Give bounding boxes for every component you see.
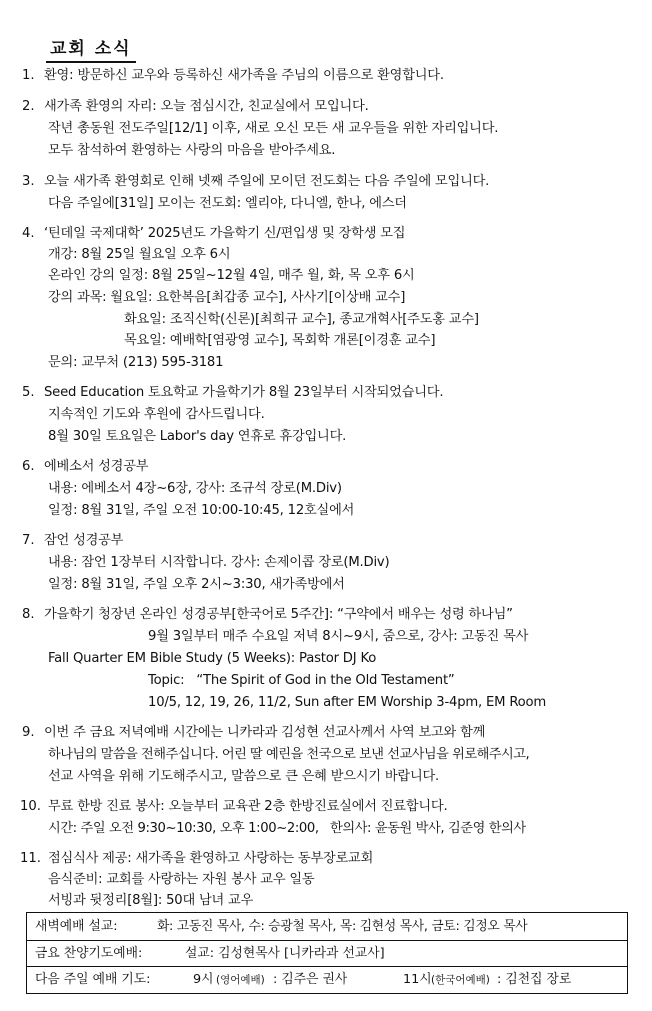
notice-line: 화요일: 조직신학(신론)[최희규 교수], 종교개혁사[주도홍 교수] [124, 312, 479, 327]
prayer-row [27, 966, 627, 993]
notice-line: 선교 사역을 위해 기도해주시고, 말씀으로 큰 은혜 받으시기 바랍니다. [48, 769, 440, 784]
notice-line: 온라인 강의 일정: 8월 25일~12월 4일, 매주 월, 화, 목 오후 6시 [48, 268, 415, 283]
notice-number: 4. [22, 226, 35, 241]
notice-line: Topic: “The Spirit of God in the Old Testament” [148, 673, 455, 688]
notice-line: 지속적인 기도와 후원에 감사드립니다. [48, 407, 265, 422]
notice-line: 일정: 8월 31일, 주일 오전 10:00-10:45, 12호실에서 [48, 503, 355, 518]
prayer-9-name: : 김주은 권사 [273, 972, 348, 987]
dawn-service-value: 화: 고동진 목사, 수: 승광철 목사, 목: 김현성 목사, 금토: 김정오 목사 [157, 919, 528, 934]
notice-line: 점심식사 제공: 새가족을 환영하고 사랑하는 동부장로교회 [48, 851, 374, 866]
notice-line: Seed Education 토요학교 가을학기가 8월 23일부터 시작되었습니다. [44, 385, 444, 400]
notice-line: Fall Quarter EM Bible Study (5 Weeks): Pastor DJ Ko [48, 651, 377, 666]
notice-number: 10. [20, 799, 41, 814]
notice-number: 5. [22, 385, 35, 400]
prayer-9-time: 9시 [193, 972, 214, 987]
prayer-11-name: : 김천집 장로 [497, 972, 572, 987]
friday-service-value: 설교: 김성현목사 [니카라과 선교사] [185, 946, 385, 961]
page-title: 교회 소식 [46, 38, 136, 63]
prayer-11-time: 11시 [403, 972, 432, 987]
notice-line: 개강: 8월 25일 월요일 오후 6시 [48, 247, 231, 262]
notice-line: 시간: 주일 오전 9:30~10:30, 오후 1:00~2:00, 한의사: 윤동원 박사, 김준영 한의사 [48, 821, 526, 836]
service-info-box [26, 912, 628, 994]
notice-number: 2. [22, 99, 35, 114]
notice-line: 음식준비: 교회를 사랑하는 자원 봉사 교우 일동 [48, 872, 315, 887]
notice-line: 목요일: 예배학[염광영 교수], 목회학 개론[이경훈 교수] [124, 333, 436, 348]
friday-service-label: 금요 찬양기도예배: [35, 946, 143, 961]
notice-number: 11. [20, 851, 41, 866]
notice-line: 이번 주 금요 저녁예배 시간에는 니카라과 김성현 선교사께서 사역 보고와 함께 [44, 725, 486, 740]
prayer-label: 다음 주일 예배 기도: [35, 972, 151, 987]
notice-line: 내용: 에베소서 4장~6장, 강사: 조규석 장로(M.Div) [48, 481, 342, 496]
prayer-9-service: (영어예배) [216, 974, 265, 986]
notice-line: 모두 참석하여 환영하는 사랑의 마음을 받아주세요. [48, 143, 336, 158]
notice-line: 강의 과목: 월요일: 요한복음[최갑종 교수], 사사기[이상배 교수] [48, 290, 406, 305]
notice-line: 8월 30일 토요일은 Labor's day 연휴로 휴강입니다. [48, 429, 347, 444]
notice-line: 가을학기 청장년 온라인 성경공부[한국어로 5주간]: “구약에서 배우는 성령 하나님” [44, 607, 513, 622]
notice-line: 다음 주일에[31일] 모이는 전도회: 엘리야, 다니엘, 한나, 에스더 [48, 196, 407, 211]
notice-line: 오늘 새가족 환영회로 인해 넷째 주일에 모이던 전도회는 다음 주일에 모입니다. [44, 174, 490, 189]
notice-line: 새가족 환영의 자리: 오늘 점심시간, 친교실에서 모입니다. [44, 99, 369, 114]
notice-number: 6. [22, 459, 35, 474]
notice-line: 무료 한방 진료 봉사: 오늘부터 교육관 2층 한방진료실에서 진료합니다. [48, 799, 448, 814]
notice-line: 내용: 잠언 1장부터 시작합니다. 강사: 손제이콥 장로(M.Div) [48, 555, 390, 570]
notice-number: 8. [22, 607, 35, 622]
notice-line: 환영: 방문하신 교우와 등록하신 새가족을 주님의 이름으로 환영합니다. [44, 68, 444, 83]
notice-line: 에베소서 성경공부 [44, 459, 149, 474]
notice-line: 작년 총동원 전도주일[12/1] 이후, 새로 오신 모든 새 교우들을 위한 자리입니다. [48, 121, 499, 136]
notice-line: 잠언 성경공부 [44, 533, 124, 548]
friday-service-row [27, 940, 627, 967]
notice-number: 1. [22, 68, 35, 83]
notice-line: 하나님의 말씀을 전해주십니다. 어린 딸 예린을 천국으로 보낸 선교사님을 위로해주시고, [48, 747, 530, 762]
notice-line: 서빙과 뒷정리[8월]: 50대 남녀 교우 [48, 893, 254, 908]
prayer-11-service: (한국어예배) [431, 974, 490, 986]
notice-line: 9월 3일부터 매주 수요일 저녁 8시~9시, 줌으로, 강사: 고동진 목사 [148, 629, 529, 644]
notice-line: 10/5, 12, 19, 26, 11/2, Sun after EM Worship 3-4pm, EM Room [148, 695, 547, 710]
notice-number: 7. [22, 533, 35, 548]
notice-number: 3. [22, 174, 35, 189]
notice-line: 일정: 8월 31일, 주일 오후 2시~3:30, 새가족방에서 [48, 577, 345, 592]
dawn-service-row [27, 914, 627, 940]
notice-line: ‘틴데일 국제대학’ 2025년도 가을학기 신/편입생 및 장학생 모집 [44, 226, 406, 241]
notice-line: 문의: 교무처 (213) 595-3181 [48, 355, 224, 370]
dawn-service-label: 새벽예배 설교: [35, 919, 118, 934]
notice-number: 9. [22, 725, 35, 740]
